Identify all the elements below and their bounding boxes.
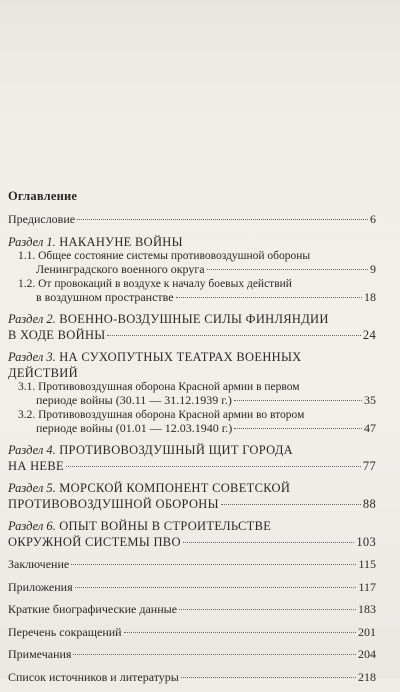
entry-page: 6 (370, 212, 376, 226)
toc-entry-abbreviations: Перечень сокращений 201 (8, 624, 376, 639)
table-of-contents (8, 212, 376, 692)
toc-entry-conclusion: Заключение 115 (8, 557, 376, 571)
toc-entry-biographies: Краткие биографические данные 183 (8, 602, 376, 616)
section-label: Раздел 1. (8, 234, 56, 249)
section-title: НАКАНУНЕ ВОЙНЫ (59, 234, 183, 249)
toc-entry-preface (8, 212, 376, 228)
subsection-3-2: 3.2. Противовоздушная оборона Красной армии во втором периоде войны (01.01 — 12.03.1940 г.) 47 (18, 408, 376, 435)
toc-entry-appendices: Приложения 117 (8, 579, 376, 594)
toc-entry-sources: Список источников и литературы 218 (8, 669, 376, 684)
subsection-1-1: 1.1. Общее состояние системы противовоздушной обороны Ленинградского военного округа 9 (18, 250, 376, 276)
toc-entry-section-1 (8, 235, 376, 306)
toc-entry-section-3: Раздел 3. НА СУХОПУТНЫХ ТЕАТРАХ ВОЕННЫХ ДЕЙСТВИЙ 3.1. Противовоздушная оборона Красной армии в первом периоде войны (30.11 — 31.12.1939 г.) 35 3.2. Противовоздушная оборона Красной армии во втором периоде войны (01.01 — 12.03.1940 г.) 47 (8, 350, 376, 435)
subsection-1-2: 1.2. От провокаций в воздухе к началу боевых действий в воздушном пространстве 18 (18, 277, 376, 304)
toc-entry-section-4: Раздел 4. ПРОТИВОВОЗДУШНЫЙ ЩИТ ГОРОДА НА НЕВЕ 77 (8, 443, 376, 473)
toc-entry-section-2: Раздел 2. ВОЕННО-ВОЗДУШНЫЕ СИЛЫ ФИНЛЯНДИИ В ХОДЕ ВОЙНЫ 24 (8, 312, 376, 342)
toc-entry-section-5: Раздел 5. МОРСКОЙ КОМПОНЕНТ СОВЕТСКОЙ ПРОТИВОВОЗДУШНОЙ ОБОРОНЫ 88 (8, 481, 376, 511)
toc-entry-section-6: Раздел 6. ОПЫТ ВОЙНЫ В СТРОИТЕЛЬСТВЕ ОКРУЖНОЙ СИСТЕМЫ ПВО 103 (8, 519, 376, 549)
toc-entry-notes: Примечания 204 (8, 647, 376, 661)
toc-title: Оглавление (8, 189, 78, 203)
entry-label: Предисловие (8, 212, 76, 226)
subsection-3-1: 3.1. Противовоздушная оборона Красной армии в первом периоде войны (30.11 — 31.12.1939 г.) 35 (18, 381, 376, 407)
